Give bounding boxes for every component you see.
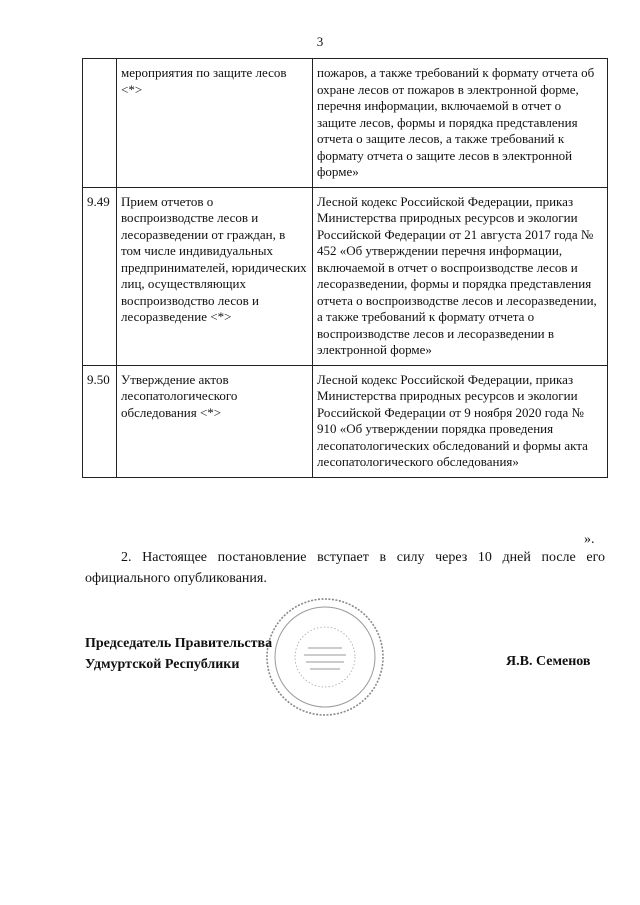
page-number: 3 xyxy=(316,34,324,49)
row-number: 9.50 xyxy=(83,365,117,477)
legal-basis-cell: пожаров, а также требований к формату отчета об охране лесов от пожаров в электронной форме, перечня информации, включаемой в отчет о защите лесов, формы и порядка представления отчета о защите лесов, а также требований к формату отчета о защите лесов в электронной форме» xyxy=(313,59,608,188)
signer-title-line: Удмуртской Республики xyxy=(85,657,240,672)
effective-date-paragraph: 2. Настоящее постановление вступает в силу через 10 дней после его официального опубликования. xyxy=(85,550,605,586)
row-number xyxy=(83,59,117,188)
row-number: 9.49 xyxy=(83,187,117,365)
activity-cell: Прием отчетов о воспроизводстве лесов и лесоразведении от граждан, в том числе индивидуальных предпринимателей, юридических лиц, осуществляющих воспроизводство лесов и лесоразведение <*> xyxy=(117,187,313,365)
table-row xyxy=(83,365,608,477)
table-row xyxy=(83,187,608,365)
activity-cell: мероприятия по защите лесов <*> xyxy=(117,59,313,188)
table-row xyxy=(83,59,608,188)
signer-name: Я.В. Семенов xyxy=(506,654,591,669)
legal-basis-cell: Лесной кодекс Российской Федерации, приказ Министерства природных ресурсов и экологии Российской Федерации от 21 августа 2017 года № 452 «Об утверждении перечня информации, включаемой в отчет о воспроизводстве лесов и лесоразведении, формы и порядка представления отчета о воспроизводстве лесов и лесоразведении, а также требований к формату отчета о воспроизводстве лесов и лесоразведении в электронной форме» xyxy=(313,187,608,365)
official-seal-stamp xyxy=(260,592,390,722)
signer-title-line: Председатель Правительства xyxy=(85,636,273,651)
activity-cell: Утверждение актов лесопатологического обследования <*> xyxy=(117,365,313,477)
signer-title xyxy=(85,633,272,675)
regulation-table xyxy=(82,58,608,478)
closing-quote: ». xyxy=(584,532,595,547)
legal-basis-cell: Лесной кодекс Российской Федерации, приказ Министерства природных ресурсов и экологии Российской Федерации от 9 ноября 2020 года № 910 «Об утверждении порядка проведения лесопатологических обследований и формы акта лесопатологического обследования» xyxy=(313,365,608,477)
